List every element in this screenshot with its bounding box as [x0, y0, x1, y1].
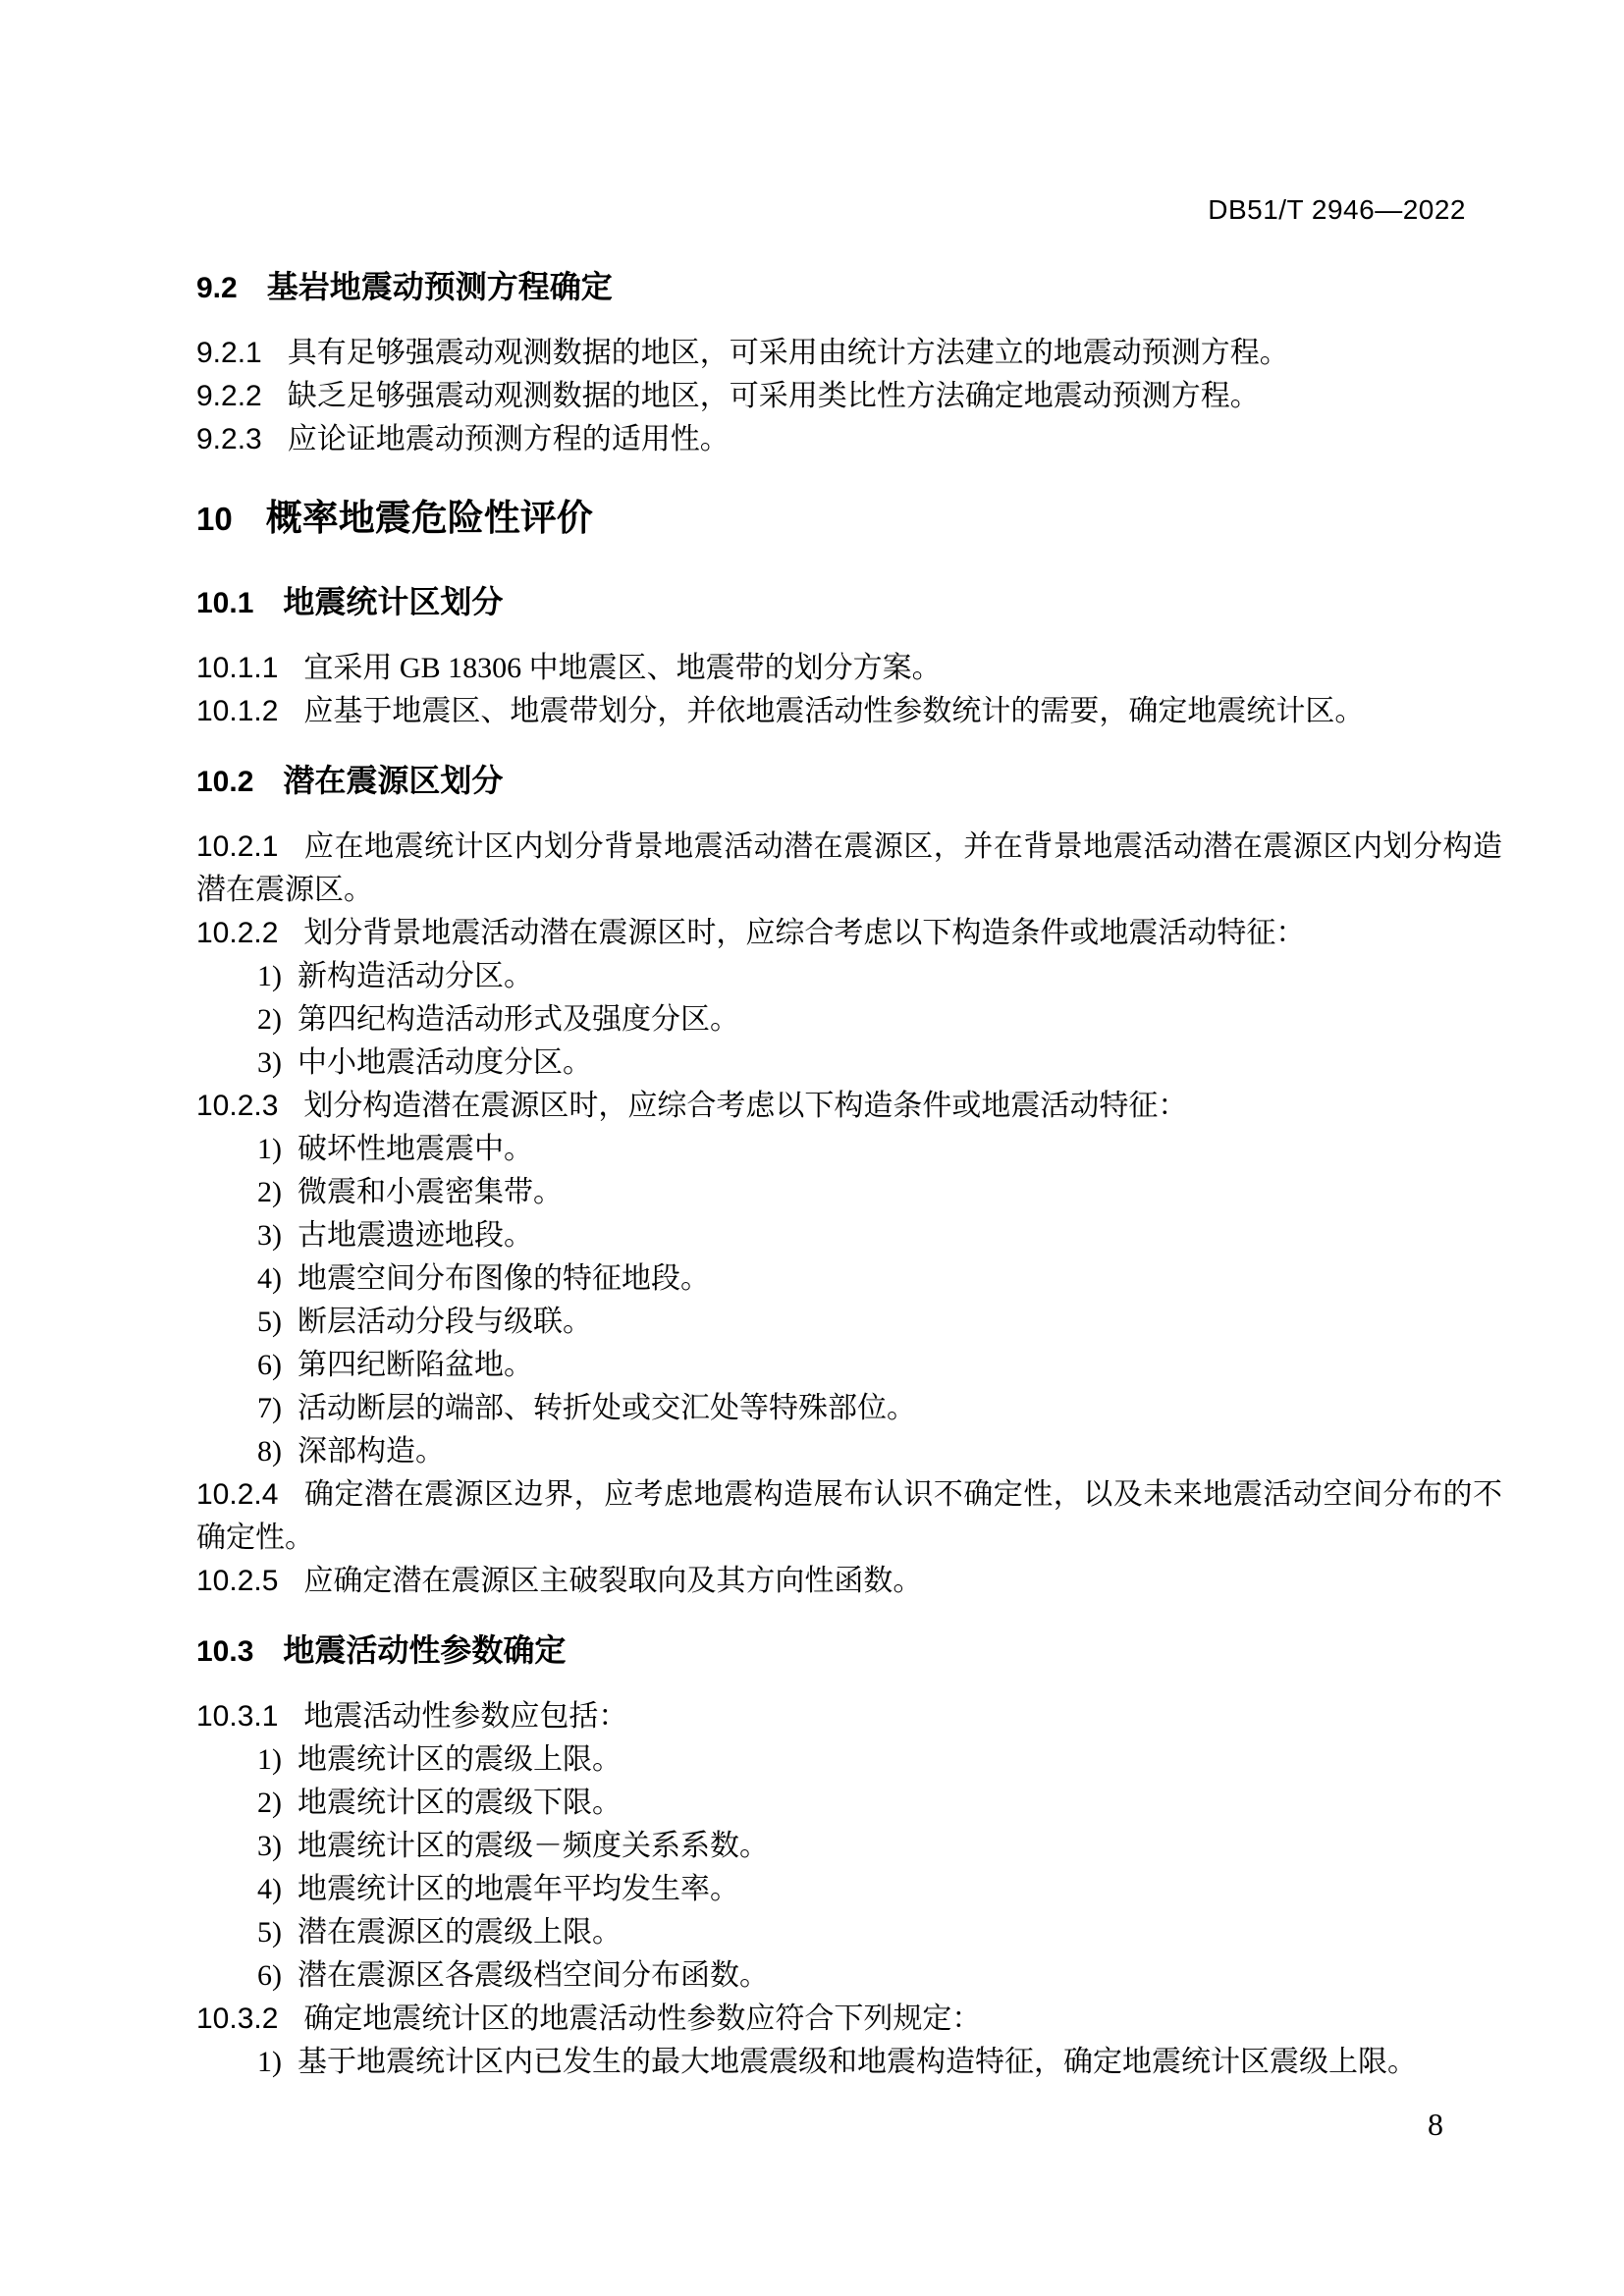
list-item-number: 2)	[257, 1176, 282, 1208]
section-heading	[196, 265, 1502, 310]
clause-paragraph-text: 缺乏足够强震动观测数据的地区，可采用类比性方法确定地震动预测方程。	[287, 380, 1260, 412]
clause-number: 10.1.2	[196, 695, 279, 727]
clause-paragraph-text: 确定地震统计区的地震活动性参数应符合下列规定：	[303, 2002, 982, 2035]
list-item	[196, 1825, 1502, 1868]
list-item-number: 3)	[257, 1219, 282, 1252]
list-item-text: 微震和小震密集带。	[298, 1176, 563, 1208]
clause-number: 9.2	[196, 272, 238, 304]
list-item	[196, 1171, 1502, 1214]
document-code-header: DB51/T 2946—2022	[1208, 194, 1466, 225]
list-item-number: 1)	[257, 2046, 282, 2078]
clause-number: 9.2.2	[196, 380, 262, 412]
clause-paragraph-text: 应基于地震区、地震带划分，并依地震活动性参数统计的需要，确定地震统计区。	[303, 695, 1365, 727]
list-item-text: 基于地震统计区内已发生的最大地震震级和地震构造特征，确定地震统计区震级上限。	[298, 2046, 1417, 2078]
list-item-number: 1)	[257, 960, 282, 992]
section-heading-text: 基岩地震动预测方程确定	[266, 269, 613, 304]
section-heading	[196, 1629, 1502, 1674]
clause-paragraph	[196, 1695, 1502, 1738]
clause-paragraph	[196, 375, 1502, 418]
list-item-text: 第四纪构造活动形式及强度分区。	[298, 1003, 739, 1036]
list-item	[196, 998, 1502, 1041]
clause-number: 10.3.2	[196, 2002, 279, 2035]
list-item-number: 1)	[257, 1133, 282, 1165]
clause-paragraph-text: 应在地震统计区内划分背景地震活动潜在震源区，并在背景地震活动潜在震源区内划分构造潜在震源区。	[196, 830, 1502, 906]
list-item-text: 深部构造。	[298, 1435, 445, 1468]
clause-number: 9.2.1	[196, 337, 262, 369]
clause-paragraph-text: 划分背景地震活动潜在震源区时，应综合考虑以下构造条件或地震活动特征：	[303, 917, 1306, 949]
list-item-number: 3)	[257, 1830, 282, 1862]
clause-number: 10.2.4	[196, 1478, 279, 1511]
section-heading	[196, 580, 1502, 625]
document-body	[196, 240, 1502, 2084]
clause-number: 10.2.3	[196, 1090, 279, 1122]
list-item-number: 4)	[257, 1262, 282, 1295]
list-item-number: 8)	[257, 1435, 282, 1468]
clause-number: 10.2.1	[196, 830, 279, 863]
list-item-number: 2)	[257, 1787, 282, 1819]
section-heading-text: 地震活动性参数确定	[283, 1632, 567, 1668]
clause-paragraph	[196, 332, 1502, 375]
clause-paragraph-text: 具有足够强震动观测数据的地区，可采用由统计方法建立的地震动预测方程。	[287, 337, 1289, 369]
clause-number: 10.2.2	[196, 917, 279, 949]
clause-paragraph	[196, 690, 1502, 733]
chapter-heading-text: 概率地震危险性评价	[265, 498, 593, 538]
list-item-text: 中小地震活动度分区。	[298, 1046, 592, 1079]
clause-number: 9.2.3	[196, 423, 262, 455]
list-item-text: 第四纪断陷盆地。	[298, 1349, 533, 1381]
list-item	[196, 1344, 1502, 1387]
list-item	[196, 1782, 1502, 1825]
list-item	[196, 1911, 1502, 1954]
list-item-text: 地震统计区的震级下限。	[298, 1787, 622, 1819]
clause-number: 10.2.5	[196, 1565, 279, 1597]
clause-paragraph-text: 地震活动性参数应包括：	[303, 1700, 628, 1733]
list-item-text: 地震统计区的震级－频度关系系数。	[298, 1830, 769, 1862]
clause-number: 10.1	[196, 587, 254, 619]
list-item-text: 破坏性地震震中。	[298, 1133, 533, 1165]
clause-number: 10.3	[196, 1635, 254, 1668]
list-item-text: 潜在震源区的震级上限。	[298, 1916, 622, 1949]
list-item-number: 6)	[257, 1349, 282, 1381]
list-item	[196, 1868, 1502, 1911]
clause-number: 10.1.1	[196, 652, 279, 684]
list-item-number: 5)	[257, 1916, 282, 1949]
list-item-number: 2)	[257, 1003, 282, 1036]
list-item	[196, 1387, 1502, 1430]
clause-paragraph-text: 确定潜在震源区边界，应考虑地震构造展布认识不确定性，以及未来地震活动空间分布的不确定性。	[196, 1478, 1502, 1554]
list-item	[196, 1128, 1502, 1171]
list-item-text: 地震空间分布图像的特征地段。	[298, 1262, 710, 1295]
clause-paragraph	[196, 418, 1502, 461]
clause-number: 10	[196, 501, 233, 537]
list-item-text: 新构造活动分区。	[298, 960, 533, 992]
list-item	[196, 1954, 1502, 1998]
list-item-number: 5)	[257, 1306, 282, 1338]
clause-paragraph	[196, 912, 1502, 955]
list-item-text: 活动断层的端部、转折处或交汇处等特殊部位。	[298, 1392, 916, 1424]
list-item	[196, 1214, 1502, 1257]
clause-paragraph-text: 应确定潜在震源区主破裂取向及其方向性函数。	[303, 1565, 923, 1597]
chapter-heading	[196, 497, 1502, 541]
list-item-text: 断层活动分段与级联。	[298, 1306, 592, 1338]
list-item-number: 1)	[257, 1743, 282, 1776]
clause-paragraph	[196, 647, 1502, 690]
list-item	[196, 1301, 1502, 1344]
clause-paragraph	[196, 1085, 1502, 1128]
list-item-number: 4)	[257, 1873, 282, 1905]
clause-paragraph	[196, 1560, 1502, 1603]
section-heading	[196, 759, 1502, 804]
section-heading-text: 地震统计区划分	[283, 584, 504, 619]
list-item	[196, 1738, 1502, 1782]
page-number: 8	[1428, 2107, 1443, 2142]
clause-paragraph	[196, 826, 1502, 912]
clause-paragraph	[196, 1998, 1502, 2041]
list-item	[196, 2041, 1502, 2084]
list-item-text: 古地震遗迹地段。	[298, 1219, 533, 1252]
clause-paragraph	[196, 1473, 1502, 1560]
list-item	[196, 955, 1502, 998]
section-heading-text: 潜在震源区划分	[283, 763, 504, 798]
clause-paragraph-text: 宜采用 GB 18306 中地震区、地震带的划分方案。	[303, 652, 942, 684]
list-item-number: 6)	[257, 1959, 282, 1992]
clause-number: 10.2	[196, 766, 254, 798]
clause-paragraph-text: 应论证地震动预测方程的适用性。	[287, 423, 730, 455]
list-item-text: 地震统计区的震级上限。	[298, 1743, 622, 1776]
clause-number: 10.3.1	[196, 1700, 279, 1733]
list-item	[196, 1041, 1502, 1085]
list-item-number: 3)	[257, 1046, 282, 1079]
list-item-number: 7)	[257, 1392, 282, 1424]
list-item	[196, 1257, 1502, 1301]
list-item	[196, 1430, 1502, 1473]
list-item-text: 潜在震源区各震级档空间分布函数。	[298, 1959, 769, 1992]
clause-paragraph-text: 划分构造潜在震源区时，应综合考虑以下构造条件或地震活动特征：	[303, 1090, 1188, 1122]
list-item-text: 地震统计区的地震年平均发生率。	[298, 1873, 739, 1905]
